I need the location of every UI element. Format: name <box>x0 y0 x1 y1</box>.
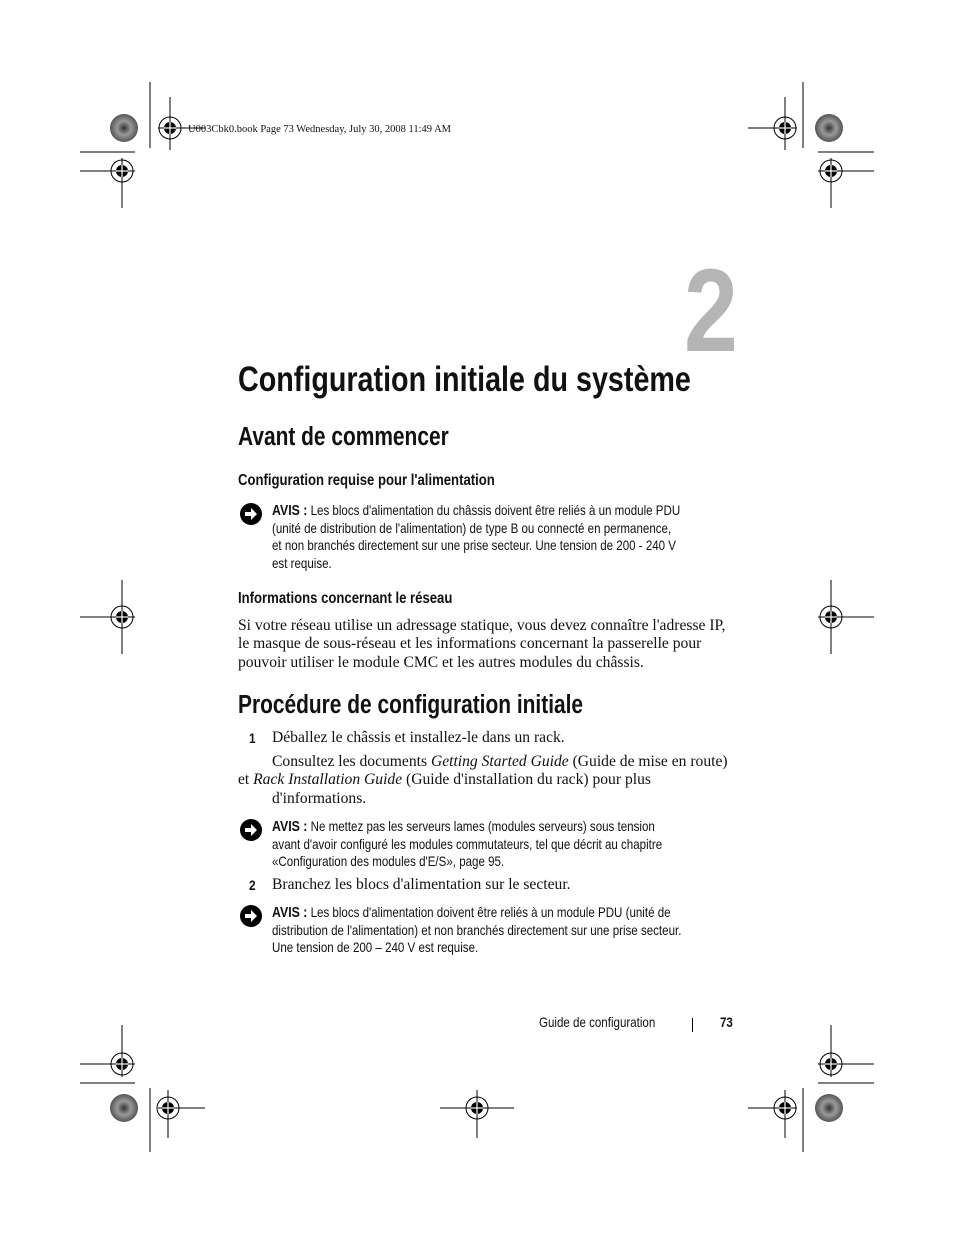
notice-line: Les blocs d'alimentation du châssis doivent être reliés à un module PDU <box>310 503 681 518</box>
print-slug: U003Cbk0.book Page 73 Wednesday, July 30, 2008 11:49 AM <box>188 124 452 135</box>
step-number: 2 <box>249 877 256 893</box>
step-number: 1 <box>249 730 256 746</box>
section-heading-procedure: Procédure de configuration initiale <box>238 691 584 719</box>
chapter-number: 2 <box>684 245 738 377</box>
text-line: pouvoir utiliser le module CMC et les autres modules du châssis. <box>238 653 644 671</box>
text: (Guide d'installation du rack) pour plus <box>402 771 651 789</box>
notice-line: (unité de distribution de l'alimentation) de type B ou connecté en permanence, <box>272 521 672 537</box>
notice-arrow-icon <box>240 503 262 525</box>
notice-line: «Configuration des modules d'E/S», page 95. <box>272 854 505 870</box>
notice-line: avant d'avoir configuré les modules commutateurs, tel que décrit au chapitre <box>272 837 663 853</box>
notice-label: AVIS : <box>272 819 308 835</box>
page-title: Configuration initiale du système <box>238 360 691 399</box>
text: Consultez les documents <box>272 753 431 770</box>
text: (Guide de mise en route) <box>568 753 728 770</box>
step-text: Déballez le châssis et installez-le dans un rack. <box>272 729 565 746</box>
text-line: Si votre réseau utilise un adressage statique, vous devez connaître l'adresse IP, <box>238 617 726 634</box>
notice-line: Une tension de 200 – 240 V est requise. <box>272 940 479 956</box>
section-heading-avant: Avant de commencer <box>238 423 449 451</box>
notice-label: AVIS : <box>272 905 308 921</box>
doc-title: Getting Started Guide <box>430 753 569 770</box>
footer-guide-title: Guide de configuration <box>539 1015 656 1030</box>
page-number: 73 <box>720 1015 733 1030</box>
subheading-alimentation: Configuration requise pour l'alimentation <box>238 472 495 489</box>
notice-line: distribution de l'alimentation) et non branchés directement sur une prise secteur. <box>272 923 682 939</box>
text-line: d'informations. <box>272 789 367 807</box>
text: et <box>238 771 254 789</box>
notice-line: Ne mettez pas les serveurs lames (modules serveurs) sous tension <box>310 819 655 834</box>
notice-line: et non branchés directement sur une prise secteur. Une tension de 200 - 240 V <box>272 538 677 554</box>
notice-line: Les blocs d'alimentation doivent être reliés à un module PDU (unité de <box>310 905 671 920</box>
notice-label: AVIS : <box>272 503 308 519</box>
paragraph-reseau <box>238 617 725 672</box>
notice-line: est requise. <box>272 555 332 571</box>
subheading-reseau: Informations concernant le réseau <box>238 590 453 607</box>
doc-title: Rack Installation Guide <box>253 771 403 789</box>
paragraph-documents <box>238 753 728 808</box>
notice-arrow-icon <box>240 905 262 927</box>
footer-divider <box>692 1018 693 1032</box>
text-line: le masque de sous-réseau et les informations concernant la passerelle pour <box>238 635 702 653</box>
step-text: Branchez les blocs d'alimentation sur le secteur. <box>272 876 571 893</box>
notice-arrow-icon <box>240 819 262 841</box>
